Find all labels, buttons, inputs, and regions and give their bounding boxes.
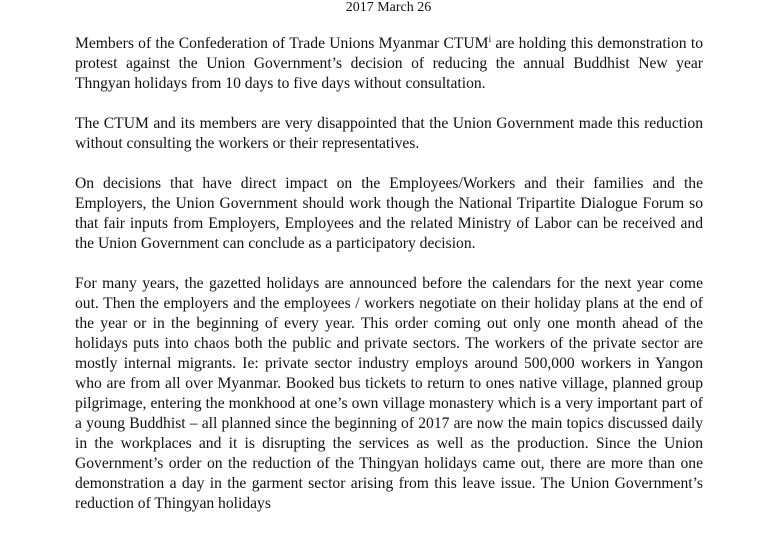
paragraph-1-continued: are holding this demonstration to protest against the Union Government’s decision of reducing the annual Buddhist New year Thngyan holidays from 10 days to five days without consultation. — [75, 35, 703, 92]
paragraph-3: On decisions that have direct impact on the Employees/Workers and their families and the Employers, the Union Government should work though the National Tripartite Dialogue Forum so that fair inputs from Employers, Employees and the related Ministry of Labor can be received and the Union Government can conclude as a participatory decision. — [75, 175, 703, 252]
document-body — [75, 34, 703, 534]
paragraph-2: The CTUM and its members are very disappointed that the Union Government made this reduction without consulting the workers or their representatives. — [75, 115, 703, 152]
document-date: 2017 March 26 — [345, 0, 432, 15]
paragraph-1-text: Members of the Confederation of Trade Unions Myanmar CTUM — [75, 35, 489, 52]
paragraph-4: For many years, the gazetted holidays are announced before the calendars for the next year come out. Then the employers and the employees / workers negotiate on their holiday plans at the end of the year or in the beginning of every year. This order coming out only one month ahead of the holidays puts into chaos both the public and private sectors. The workers of the private sector are mostly internal migrants. Ie: private sector industry employs around 500,000 workers in Yangon who are from all over Myanmar. Booked bus tickets to return to ones native village, planned group pilgrimage, entering the monkhood at one’s own village monastery which is a very important part of a young Buddhist – all planned since the beginning of 2017 are now the main topics discussed daily in the workplaces and it is disrupting the services as well as the production. Since the Union Government’s order on the reduction of the Thingyan holidays came out, there are more than one demonstration a day in the garment sector arising from this leave issue. The Union Government’s reduction of Thingyan holidays — [75, 275, 703, 512]
footnote-marker[interactable]: i — [488, 33, 492, 44]
paragraph-1 — [75, 34, 703, 94]
